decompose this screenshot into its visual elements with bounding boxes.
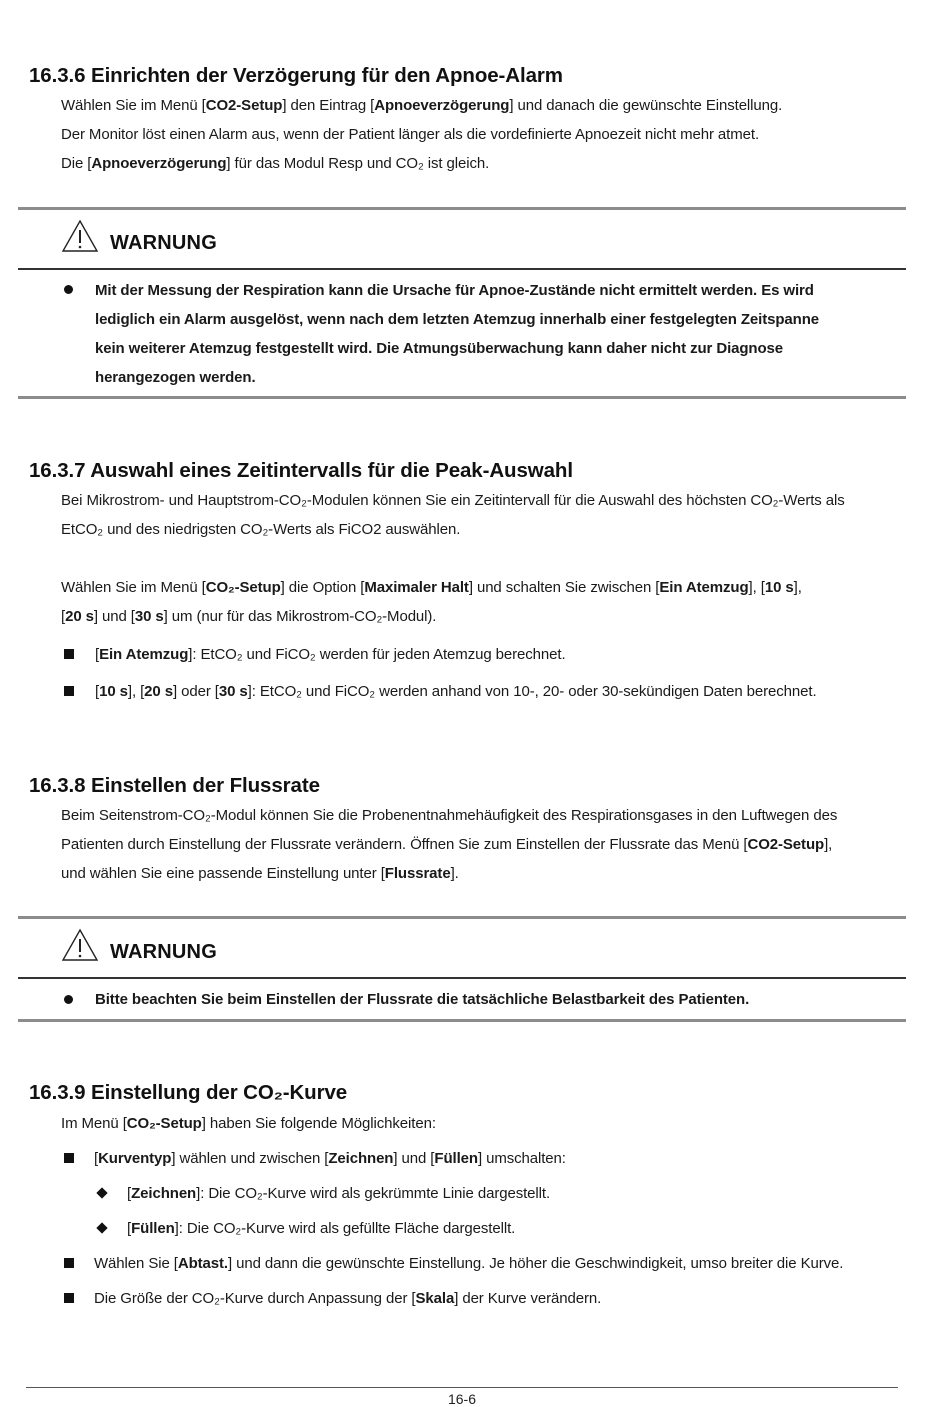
text: [ [95,683,100,700]
section-heading-16-3-6: 16.3.6 Einrichten der Verzögerung für den Apnoe-Alarm [29,64,563,87]
text: ]: EtCO₂ und FiCO₂ werden für jeden Atemzug berechnet. [188,646,566,663]
text: Wählen Sie [ [94,1255,178,1272]
text: [ [94,1150,99,1167]
warning-header-rule [18,268,906,270]
text: ]: Die CO₂-Kurve wird als gefüllte Fläche dargestellt. [174,1220,516,1237]
warning-top-rule [18,916,906,919]
warning-triangle-icon [61,219,99,253]
warning-line: Mit der Messung der Respiration kann die Ursache für Apnoe-Zustände nicht ermittelt werden. Es wird [95,282,814,299]
bullet-square [64,1153,74,1163]
menu-term: Kurventyp [98,1150,172,1167]
bullet-square [64,1258,74,1268]
text: ] und [ [393,1150,435,1167]
menu-term: CO₂-Setup [205,579,281,596]
bullet-dot [64,285,73,294]
text: ] der Kurve verändern. [454,1290,602,1307]
warning-top-rule [18,207,906,210]
paragraph [61,91,782,120]
list-item [94,1249,843,1278]
text: Die [ [61,155,92,172]
text: Wählen Sie im Menü [ [61,97,206,114]
paragraph [61,830,832,859]
text: [ [95,646,100,663]
text: ] den Eintrag [ [282,97,375,114]
text: [ [127,1220,132,1237]
warning-line: kein weiterer Atemzug festgestellt wird. Die Atmungsüberwachung kann daher nicht zur Diagnose [95,340,784,357]
menu-term: Ein Atemzug [99,646,189,663]
warning-title: WARNUNG [110,232,217,254]
menu-term: CO2-Setup [747,836,825,853]
paragraph [61,602,436,631]
bullet-square [64,1293,74,1303]
text: ], [824,836,833,853]
menu-term: Maximaler Halt [364,579,469,596]
list-item [94,1144,566,1173]
warning-bottom-rule [18,396,906,399]
menu-term: 10 s [99,683,128,700]
menu-term: 20 s [144,683,173,700]
footer-rule [26,1387,898,1388]
sub-list-item [127,1179,550,1208]
menu-term: Zeichnen [131,1185,197,1202]
paragraph [61,149,489,178]
bullet-square [64,649,74,659]
menu-term: CO2-Setup [205,97,283,114]
list-item [94,1284,601,1313]
paragraph [61,859,459,888]
text: ] die Option [ [280,579,365,596]
warning-triangle-icon [61,928,99,962]
paragraph: Der Monitor löst einen Alarm aus, wenn der Patient länger als die vordefinierte Apnoezeit nicht mehr atmet. [61,126,760,143]
bullet-diamond [96,1187,107,1198]
text: ] und danach die gewünschte Einstellung. [509,97,783,114]
text: ] umschalten: [477,1150,566,1167]
bullet-square [64,686,74,696]
warning-line: lediglich ein Alarm ausgelöst, wenn nach dem letzten Atemzug innerhalb einer festgelegten Zeitspanne [95,311,820,328]
text: ] haben Sie folgende Möglichkeiten: [201,1115,436,1132]
text: ], [ [127,683,145,700]
warning-bottom-rule [18,1019,906,1022]
menu-term: 10 s [764,579,794,596]
menu-term: Apnoeverzögerung [91,155,227,172]
text: ], [ [748,579,765,596]
paragraph [61,1109,436,1138]
menu-term: 30 s [134,608,164,625]
menu-term: CO₂-Setup [126,1115,202,1132]
section-heading-16-3-8: 16.3.8 Einstellen der Flussrate [29,774,320,797]
menu-term: 30 s [218,683,248,700]
text: [ [61,608,66,625]
text: ] um (nur für das Mikrostrom-CO₂-Modul). [163,608,437,625]
menu-term: Abtast. [177,1255,228,1272]
section-heading-16-3-7: 16.3.7 Auswahl eines Zeitintervalls für die Peak-Auswahl [29,459,573,482]
text: ] für das Modul Resp und CO₂ ist gleich. [226,155,490,172]
text: [ [127,1185,132,1202]
text: ]: EtCO₂ und FiCO₂ werden anhand von 10-, 20- oder 30-sekündigen Daten berechnet. [247,683,817,700]
menu-term: Apnoeverzögerung [374,97,510,114]
text: ] oder [ [172,683,219,700]
text: ] und [ [93,608,135,625]
text: ] und schalten Sie zwischen [ [468,579,660,596]
warning-line: herangezogen werden. [95,369,256,386]
warning-text: Bitte beachten Sie beim Einstellen der Flussrate die tatsächliche Belastbarkeit des Patienten. [95,991,750,1008]
menu-term: Flussrate [384,865,451,882]
sub-list-item [127,1214,515,1243]
bullet-dot [64,995,73,1004]
paragraph: EtCO₂ und des niedrigsten CO₂-Werts als FiCO2 auswählen. [61,521,461,538]
text: ]: Die CO₂-Kurve wird als gekrümmte Linie dargestellt. [196,1185,551,1202]
warning-text [95,276,895,392]
paragraph [61,573,802,602]
bullet-diamond [96,1222,107,1233]
menu-term: Füllen [434,1150,478,1167]
paragraph: Bei Mikrostrom- und Hauptstrom-CO₂-Modulen können Sie ein Zeitintervall für die Auswahl des höchsten CO₂-Werts als [61,492,845,509]
text: ] wählen und zwischen [ [171,1150,329,1167]
text: Die Größe der CO₂-Kurve durch Anpassung der [ [94,1290,416,1307]
text: ], [793,579,802,596]
section-heading-16-3-9: 16.3.9 Einstellung der CO₂-Kurve [29,1081,348,1104]
text: Wählen Sie im Menü [ [61,579,206,596]
paragraph: Beim Seitenstrom-CO₂-Modul können Sie die Probenentnahmehäufigkeit des Respirationsgases in den Luftwegen des [61,807,838,824]
menu-term: Ein Atemzug [659,579,749,596]
menu-term: Zeichnen [328,1150,394,1167]
text: ]. [450,865,459,882]
warning-title: WARNUNG [110,941,217,963]
list-item [95,677,817,706]
text: ] und dann die gewünschte Einstellung. Je höher die Geschwindigkeit, umso breiter die Kurve. [227,1255,844,1272]
list-item [95,640,566,669]
text: Im Menü [ [61,1115,127,1132]
page-number: 16-6 [447,1391,477,1407]
menu-term: Füllen [131,1220,175,1237]
warning-header-rule [18,977,906,979]
text: Patienten durch Einstellung der Flussrate verändern. Öffnen Sie zum Einstellen der Flussrate das Menü [ [61,836,748,853]
text: und wählen Sie eine passende Einstellung unter [ [61,865,385,882]
menu-term: 20 s [65,608,94,625]
menu-term: Skala [415,1290,455,1307]
